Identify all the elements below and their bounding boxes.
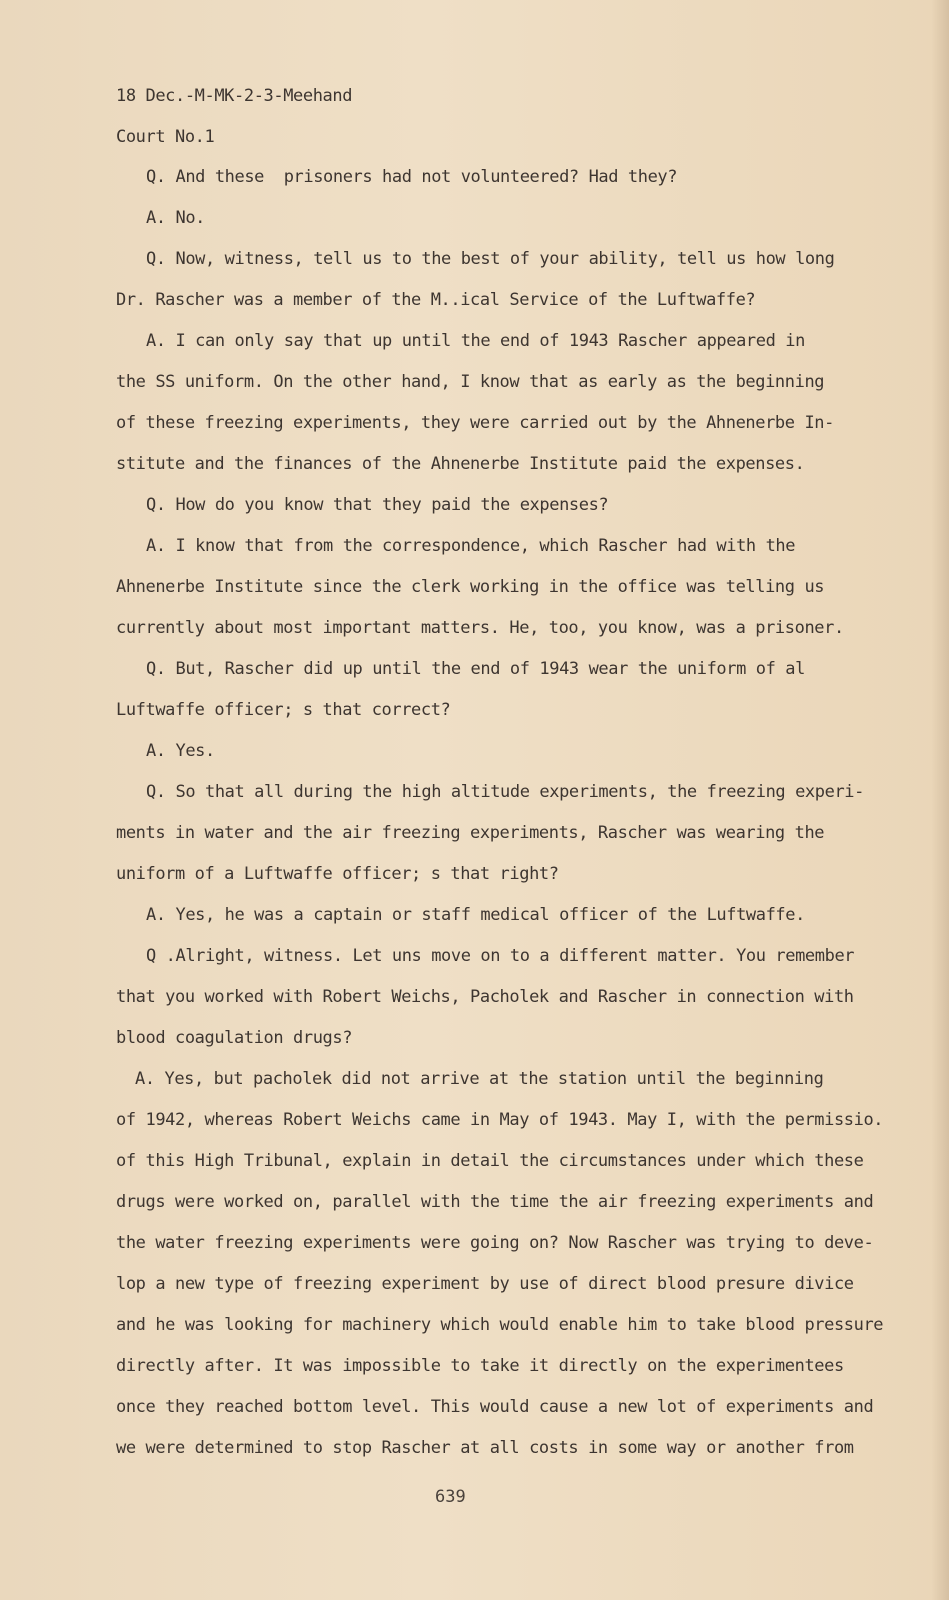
text-line: Q. Now, witness, tell us to the best of your ability, tell us how long [146,249,835,269]
header-line-2: Court No.1 [116,127,215,147]
text-line: Q .Alright, witness. Let uns move on to a different matter. You remember [146,946,855,966]
text-line: uniform of a Luftwaffe officer; s that right? [116,864,559,884]
text-line: the water freezing experiments were going on? Now Rascher was trying to deve- [116,1233,874,1253]
text-line: drugs were worked on, parallel with the time the air freezing experiments and [116,1192,874,1212]
text-line: of these freezing experiments, they were carried out by the Ahnenerbe In- [116,413,834,433]
text-line: A. Yes. [146,741,215,761]
text-line: Luftwaffe officer; s that correct? [116,700,451,720]
text-line: currently about most important matters. He, too, you know, was a prisoner. [116,618,844,638]
header-line-1: 18 Dec.-M-MK-2-3-Meehand [116,86,353,106]
text-line: once they reached bottom level. This would cause a new lot of experiments and [116,1397,874,1417]
text-line: Q. So that all during the high altitude experiments, the freezing experi- [146,782,864,802]
text-line: A. No. [146,208,206,228]
text-line: that you worked with Robert Weichs, Pacholek and Rascher in connection with [116,987,854,1007]
text-line: Q. But, Rascher did up until the end of 1943 wear the uniform of al [146,659,805,679]
text-line: stitute and the finances of the Ahnenerbe Institute paid the expenses. [116,454,805,474]
text-line: directly after. It was impossible to take it directly on the experimentees [116,1356,844,1376]
text-line: lop a new type of freezing experiment by use of direct blood presure divice [116,1274,854,1294]
text-line: A. Yes, but pacholek did not arrive at the station until the beginning [135,1069,824,1089]
page-number: 639 [435,1487,466,1507]
text-line: we were determined to stop Rascher at all costs in some way or another from [116,1438,854,1458]
text-line: A. Yes, he was a captain or staff medical officer of the Luftwaffe. [146,905,805,925]
text-line: Q. And these prisoners had not volunteered? Had they? [146,167,678,187]
text-line: blood coagulation drugs? [116,1028,353,1048]
text-line: Dr. Rascher was a member of the M..ical Service of the Luftwaffe? [116,290,756,310]
text-line: ments in water and the air freezing experiments, Rascher was wearing the [116,823,825,843]
text-line: Q. How do you know that they paid the expenses? [146,495,609,515]
text-line: and he was looking for machinery which would enable him to take blood pressure [116,1315,884,1335]
text-line: of this High Tribunal, explain in detail the circumstances under which these [116,1151,864,1171]
text-line: A. I can only say that up until the end of 1943 Rascher appeared in [146,331,805,351]
text-line: A. I know that from the correspondence, which Rascher had with the [146,536,796,556]
text-line: of 1942, whereas Robert Weichs came in May of 1943. May I, with the permissio. [116,1110,884,1130]
text-line: Ahnenerbe Institute since the clerk working in the office was telling us [116,577,825,597]
text-line: the SS uniform. On the other hand, I know that as early as the beginning [116,372,825,392]
